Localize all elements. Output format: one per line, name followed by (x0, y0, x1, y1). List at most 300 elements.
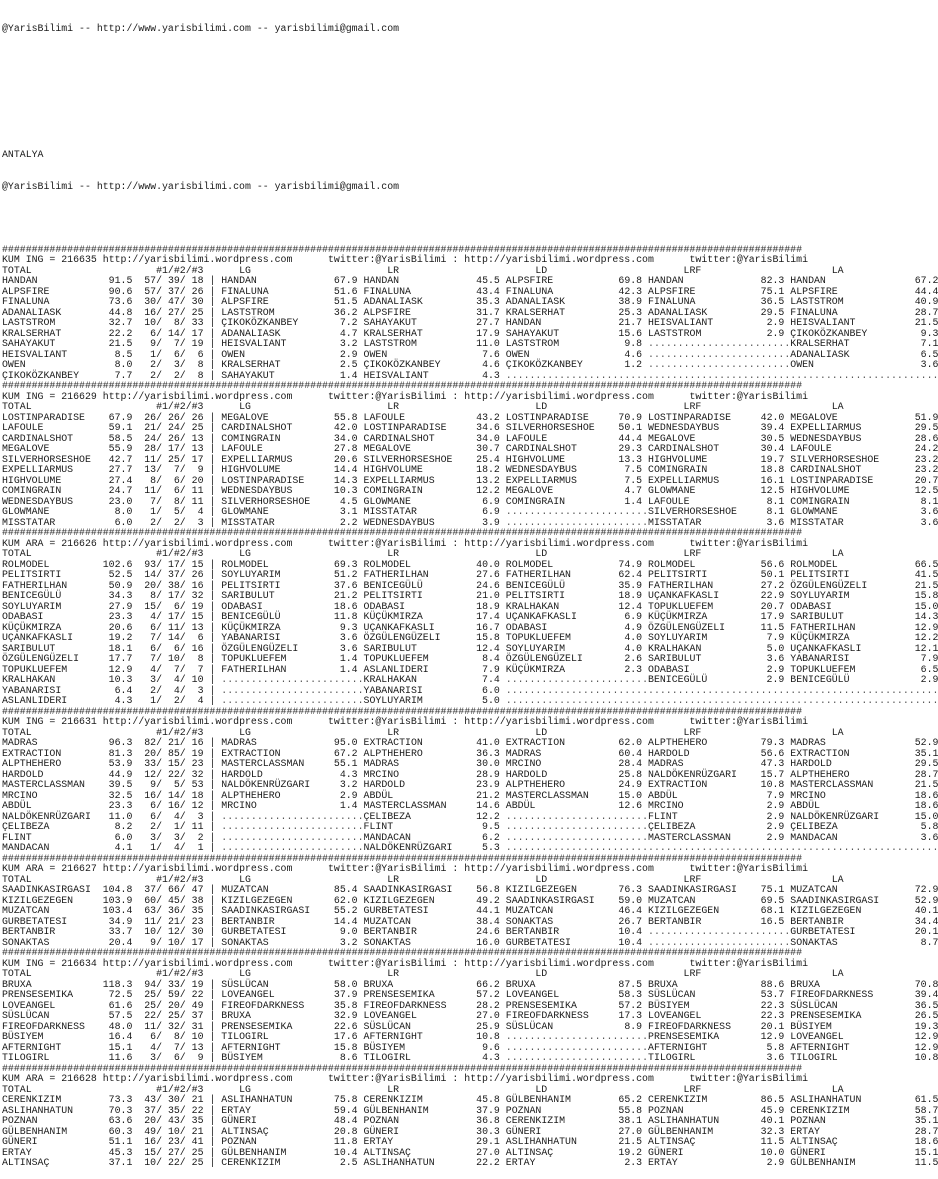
lrf-horse: EXTRACTION (648, 779, 755, 790)
column-divider: | (203, 684, 222, 696)
column-divider: | (203, 569, 222, 580)
la-score: 20.1 (896, 926, 938, 937)
lrf-horse: ALPTHEHERO (648, 737, 755, 748)
lr-horse: ÖZGÜLENGÜZELI (363, 632, 471, 643)
ld-horse: BRUXA (505, 978, 613, 990)
place-counts: 57/ 37/ 26 (144, 285, 204, 297)
spacer (204, 968, 240, 979)
counts-header: #1/#2/#3 (156, 548, 204, 559)
place-counts: 26/ 26/ 26 (144, 411, 204, 423)
lr-horse: NALDÖKENRÜZGARI (363, 842, 471, 853)
column-divider: | (203, 905, 222, 916)
site-link: http://yarisbilimi.wordpress.com (464, 390, 654, 402)
ld-score: 69.8 (612, 275, 643, 286)
lrf-score: 47.3 (754, 758, 785, 769)
lr-score: 12.2 (470, 810, 500, 822)
column-divider: | (203, 474, 222, 486)
lr-horse: BERTANBIR (363, 926, 471, 937)
column-divider: | (203, 1031, 222, 1042)
column-divider: | (203, 485, 222, 496)
empty-slot: ........................ (505, 1041, 649, 1053)
total-score: 11.6 (102, 1052, 133, 1063)
la-score: 24.2 (896, 443, 938, 454)
la-horse: HARDOLD (790, 758, 897, 769)
empty-slot: ........................ (221, 695, 364, 706)
ld-score: 28.4 (612, 758, 643, 769)
place-counts: 6/ 16/ 12 (144, 800, 204, 811)
ld-score: 1.2 (612, 359, 643, 370)
lr-score: 16.0 (470, 936, 500, 948)
lg-score: 36.2 (327, 306, 358, 318)
spacer (204, 1084, 240, 1095)
total-score: 104.8 (102, 884, 133, 895)
spacer (132, 317, 144, 328)
la-score: 66.5 (896, 558, 938, 570)
lg-score: 51.6 (327, 285, 358, 297)
column-divider: | (203, 443, 222, 454)
spacer (654, 391, 690, 402)
lg-score: 3.2 (327, 779, 358, 790)
horse-name: HANDAN (2, 275, 103, 286)
lg-score: 20.6 (327, 453, 358, 465)
lg-horse: HARDOLD (221, 768, 328, 780)
ld-horse: HANDAN (505, 317, 613, 328)
spacer (132, 422, 144, 433)
lr-score: 24.6 (470, 579, 500, 591)
contact-line: @YarisBilimi -- http://www.yarisbilimi.com -- yarisbilimi@gmail.com (2, 23, 400, 34)
spacer (132, 1042, 144, 1053)
column-divider: | (203, 642, 222, 654)
spacer (132, 1115, 144, 1126)
empty-slot: ........................ (648, 936, 791, 948)
ld-score: 15.6 (612, 327, 643, 339)
column-divider: | (203, 1136, 222, 1147)
horse-name: LASTSTROM (2, 317, 103, 328)
horse-name: WEDNESDAYBUS (2, 495, 103, 507)
total-score: 91.5 (102, 275, 133, 286)
total-score: 103.4 (102, 905, 133, 916)
total-score: 53.9 (102, 758, 133, 769)
lr-horse: TOPUKLUEFEM (363, 653, 471, 664)
column-divider: | (203, 695, 222, 706)
la-score: 12.9 (896, 1041, 938, 1053)
lg-score: 8.6 (327, 1052, 358, 1063)
total-score: 22.2 (102, 327, 133, 339)
place-counts: 9/ 5/ 53 (144, 779, 204, 790)
column-divider: | (203, 506, 222, 517)
column-divider: | (203, 747, 222, 759)
race-title: KUM ING = 216634 (2, 957, 97, 969)
la-horse: LOVEANGEL (790, 1031, 897, 1042)
place-counts: 2/ 2/ 8 (144, 369, 204, 381)
total-score: 20.4 (102, 936, 133, 948)
lr-score: 8.4 (470, 653, 500, 664)
lr-horse: CARDINALSHOT (363, 432, 471, 444)
la-header: LA (831, 1083, 844, 1095)
lr-score: 56.8 (470, 884, 500, 895)
column-divider: | (203, 306, 222, 318)
lr-horse: SAHAYAKUT (363, 317, 471, 328)
total-score: 50.9 (102, 579, 133, 591)
lg-score: 51.2 (327, 569, 358, 580)
ld-score: 35.9 (612, 579, 643, 591)
place-counts: 1/ 6/ 6 (144, 348, 204, 360)
la-score: 3.6 (896, 506, 938, 517)
lg-horse: TOPUKLUEFEM (221, 653, 328, 664)
la-horse: HIGHVOLUME (790, 485, 897, 496)
place-counts: 9/ 7/ 19 (144, 338, 204, 349)
lr-score: 18.2 (470, 464, 500, 475)
empty-slot: ........................ (221, 842, 364, 853)
spacer (132, 779, 144, 790)
total-score: 103.9 (102, 894, 133, 906)
empty-slot: ........................ (648, 926, 791, 937)
lr-horse: ALPSFIRE (363, 306, 471, 318)
la-horse: BRUXA (790, 978, 897, 990)
lg-horse: GURBETATESI (221, 926, 328, 937)
horse-name: AFTERNIGHT (2, 1041, 103, 1053)
lrf-horse: GÜNERI (648, 1146, 755, 1158)
lr-score: 25.9 (470, 1020, 500, 1032)
column-divider: | (203, 621, 222, 633)
total-score: 90.6 (102, 285, 133, 297)
total-score: 23.3 (102, 800, 133, 811)
la-horse: LAFOULE (790, 443, 897, 454)
total-score: 32.5 (102, 789, 133, 801)
la-score: 10.8 (896, 1052, 938, 1063)
la-score: 58.7 (896, 1104, 938, 1116)
la-horse: BÜSIYEM (790, 1020, 897, 1032)
lrf-horse: ABDÜL (648, 789, 755, 801)
lg-score: 9.3 (327, 621, 358, 633)
lr-score: 57.2 (470, 989, 500, 1000)
empty-slot: ........................ (505, 821, 649, 832)
spacer (292, 254, 328, 265)
horse-name: ÇIKOKÖZKANBEY (2, 369, 103, 381)
lg-score: 3.2 (327, 936, 358, 948)
separator-line: ####################################################################################################################################### (2, 1062, 803, 1074)
lr-horse: LASTSTROM (363, 338, 471, 349)
spacer (132, 748, 144, 759)
lrf-score: 30.5 (754, 432, 785, 444)
spacer (292, 538, 328, 549)
la-horse: SILVERHORSESHOE (790, 453, 897, 465)
horse-name: ASLIHANHATUN (2, 1104, 103, 1116)
lrf-score: 8.1 (754, 495, 785, 507)
counts-header: #1/#2/#3 (156, 401, 204, 412)
place-counts: 14/ 37/ 26 (144, 569, 204, 580)
ld-score: 25.3 (612, 306, 643, 318)
place-counts: 4/ 7/ 7 (144, 663, 204, 675)
empty-slot: ........................ (505, 1052, 649, 1063)
total-score: 8.2 (102, 821, 133, 832)
lr-horse: PRENSESEMIKA (363, 989, 471, 1000)
lrf-horse: LOSTINPARADISE (648, 411, 755, 423)
horse-name: FINALUNA (2, 296, 103, 307)
lrf-horse: SOYLUYARIM (648, 632, 755, 643)
la-score: 9.3 (896, 327, 938, 339)
lr-score: 44.1 (470, 905, 500, 916)
la-horse: MUZATCAN (790, 884, 897, 895)
lr-score: 10.8 (470, 1031, 500, 1042)
place-counts: 15/ 6/ 19 (144, 600, 204, 612)
la-horse: BENICEGÜLÜ (790, 674, 897, 685)
ld-score: 12.6 (612, 800, 643, 811)
lr-horse: KRALSERHAT (363, 327, 471, 339)
lrf-score: 12.9 (754, 1031, 785, 1042)
la-score: 40.1 (896, 905, 938, 916)
ld-horse: MUZATCAN (505, 905, 613, 916)
la-horse: GURBETATESI (790, 926, 897, 937)
lr-horse: ASLANLIDERI (363, 663, 471, 675)
column-divider: | (203, 327, 222, 339)
lg-header: LG (239, 548, 388, 559)
lg-horse: EXTRACTION (221, 747, 328, 759)
ld-header: LD (535, 264, 684, 276)
total-score: 15.1 (102, 1041, 133, 1053)
total-score: 102.6 (102, 558, 133, 570)
place-counts: 93/ 17/ 15 (144, 558, 204, 570)
place-counts: 7/ 10/ 8 (144, 653, 204, 664)
total-score: 57.5 (102, 1010, 133, 1021)
column-divider: | (203, 464, 222, 475)
total-header: TOTAL (2, 401, 157, 412)
place-counts: 20/ 43/ 35 (144, 1115, 204, 1126)
lr-score: 38.4 (470, 915, 500, 927)
horse-name: ADANALIASK (2, 306, 103, 318)
la-horse: MASTERCLASSMAN (790, 779, 897, 790)
blank-line (2, 119, 817, 130)
spacer (132, 496, 144, 507)
lg-horse: HIGHVOLUME (221, 464, 328, 475)
lg-horse: MUZATCAN (221, 884, 328, 895)
ld-header: LD (535, 726, 684, 738)
lr-horse: LOVEANGEL (363, 1010, 471, 1021)
lg-horse: SÜSLÜCAN (221, 978, 328, 990)
lg-score: 14.3 (327, 474, 358, 486)
lg-horse: SOYLUYARIM (221, 569, 328, 580)
ld-score: 62.4 (612, 569, 643, 580)
lr-score: 22.2 (470, 1157, 500, 1168)
twitter-handle: twitter:@YarisBilimi (327, 537, 447, 549)
lr-horse: ODABASI (363, 600, 471, 612)
lrf-horse: MEGALOVE (648, 432, 755, 444)
lg-score: 58.0 (327, 978, 358, 990)
la-header: LA (831, 401, 844, 412)
empty-slot: ........................ (221, 821, 364, 832)
column-divider: | (203, 422, 222, 433)
la-horse: ALPSFIRE (790, 285, 897, 297)
la-horse: ROLMODEL (790, 558, 897, 570)
lr-score: 43.4 (470, 285, 500, 297)
ld-horse: LASTSTROM (505, 338, 613, 349)
total-score: 67.9 (102, 411, 133, 423)
place-counts: 6/ 14/ 17 (144, 327, 204, 339)
la-horse: UÇANKAFKASLI (790, 642, 897, 654)
la-score: 8.1 (896, 495, 938, 507)
column-divider: | (203, 285, 222, 297)
lg-score: 67.2 (327, 747, 358, 759)
la-horse: ASLIHANHATUN (790, 1094, 897, 1105)
race-title: KUM ARA = 216626 (2, 537, 97, 549)
site-link: http://yarisbilimi.wordpress.com (102, 716, 293, 727)
total-header: TOTAL (2, 264, 157, 276)
lg-score: 7.2 (327, 317, 358, 328)
la-horse: ERTAY (790, 1125, 897, 1137)
lrf-horse: KIZILGEZEGEN (648, 905, 755, 916)
lg-horse: YABANARISI (221, 632, 328, 643)
lg-horse: ALTINSAÇ (221, 1125, 328, 1137)
lr-score: 43.2 (470, 411, 500, 423)
ld-horse: ABDÜL (505, 800, 613, 811)
total-header: TOTAL (2, 873, 157, 885)
lg-header: LG (239, 264, 388, 276)
race-title: KUM ARA = 216628 (2, 1073, 97, 1084)
spacer (132, 1094, 144, 1105)
la-score: 3.6 (896, 831, 938, 843)
horse-name: ERTAY (2, 1146, 103, 1158)
total-score: 34.3 (102, 590, 133, 601)
lrf-score: 75.1 (754, 884, 785, 895)
lg-horse: PRENSESEMIKA (221, 1020, 328, 1032)
ld-score: 70.9 (612, 411, 643, 423)
spacer (132, 1147, 144, 1158)
lrf-horse: FATHERILHAN (648, 579, 755, 591)
ld-horse: CERENKIZIM (505, 1115, 613, 1126)
total-score: 96.3 (102, 737, 133, 748)
ld-horse: LOVEANGEL (505, 989, 613, 1000)
empty-slot: ........................ (505, 842, 649, 853)
spacer (132, 1157, 144, 1168)
lr-horse: SOYLUYARIM (363, 695, 471, 706)
horse-name: EXPELLIARMUS (2, 464, 103, 475)
place-counts: 60/ 45/ 38 (144, 894, 204, 906)
lg-score: 9.0 (327, 926, 358, 937)
la-horse: GLOWMANE (790, 506, 897, 517)
la-score: 19.3 (896, 1020, 938, 1032)
total-score: 118.3 (102, 978, 133, 990)
lrf-horse: COMINGRAIN (648, 464, 755, 475)
la-horse: PELITSIRTI (790, 569, 897, 580)
total-header: TOTAL (2, 1083, 157, 1095)
lr-header: LR (387, 401, 536, 412)
column-divider: | (203, 1115, 222, 1126)
horse-name: SAHAYAKUT (2, 338, 103, 349)
lr-score: 29.1 (470, 1136, 500, 1147)
column-divider: | (203, 296, 222, 307)
total-score: 27.9 (102, 600, 133, 612)
ld-horse: PRENSESEMIKA (505, 999, 613, 1011)
la-horse: MANDACAN (790, 831, 897, 843)
lr-horse: BENICEGÜLÜ (363, 579, 471, 591)
counts-header: #1/#2/#3 (156, 968, 204, 979)
spacer (132, 811, 144, 822)
spacer (132, 622, 144, 633)
la-score: 12.9 (896, 621, 938, 633)
la-horse: HANDAN (790, 275, 897, 286)
spacer (292, 716, 328, 727)
total-score: 45.3 (102, 1146, 133, 1158)
spacer (292, 391, 328, 402)
site-link: http://yarisbilimi.wordpress.com (464, 716, 654, 727)
lr-horse: KRALHAKAN (363, 674, 471, 685)
column-divider: | (203, 831, 222, 843)
place-counts: 49/ 10/ 21 (144, 1125, 204, 1137)
lrf-score: 3.6 (754, 516, 785, 528)
lg-horse: GÜLBENHANIM (221, 1146, 328, 1158)
lr-horse: HANDAN (363, 275, 471, 286)
lg-score: 3.6 (327, 642, 358, 654)
ld-horse: ADANALIASK (505, 296, 613, 307)
lr-score: 18.9 (470, 600, 500, 612)
total-score: 73.3 (102, 1094, 133, 1105)
lr-score: 27.7 (470, 317, 500, 328)
lg-horse: LOSTINPARADISE (221, 474, 328, 486)
lrf-score: 12.5 (754, 485, 785, 496)
la-score: 61.5 (896, 1094, 938, 1105)
lr-score: 4.6 (470, 359, 500, 370)
ld-horse: WEDNESDAYBUS (505, 464, 613, 475)
lr-score: 3.9 (470, 516, 500, 528)
lrf-header: LRF (683, 873, 832, 885)
lg-horse: LOVEANGEL (221, 989, 328, 1000)
lrf-score: 20.1 (754, 1020, 785, 1032)
ld-header: LD (535, 1083, 684, 1095)
la-score: 41.5 (896, 569, 938, 580)
table-row (2, 842, 938, 854)
place-counts: 8/ 17/ 32 (144, 590, 204, 601)
column-divider: | (203, 1125, 222, 1137)
column-divider: | (203, 611, 222, 622)
table-row (2, 695, 938, 707)
spacer (132, 580, 144, 591)
ld-score: 4.6 (612, 348, 643, 360)
lr-score: 12.2 (470, 485, 500, 496)
lg-header: LG (239, 968, 388, 979)
lr-horse: LAFOULE (363, 411, 471, 423)
la-horse: FIREOFDARKNESS (790, 989, 897, 1000)
spacer (132, 1136, 144, 1147)
lrf-horse: HARDOLD (648, 747, 755, 759)
horse-name: HEISVALIANT (2, 348, 103, 360)
la-score: 35.1 (896, 747, 938, 759)
lr-score: 7.9 (470, 663, 500, 675)
ld-header: LD (535, 401, 684, 412)
empty-slot: ........................ (505, 1031, 649, 1042)
spacer (132, 569, 144, 580)
la-horse: LOSTINPARADISE (790, 474, 897, 486)
empty-slot: ........................ (505, 516, 649, 528)
lrf-score: 50.1 (754, 569, 785, 580)
site-link: http://yarisbilimi.wordpress.com (464, 537, 654, 549)
lrf-horse: MRCINO (648, 800, 755, 811)
lr-horse: MASTERCLASSMAN (363, 800, 471, 811)
lg-score: 10.4 (327, 1146, 358, 1158)
la-score: 18.6 (896, 789, 938, 801)
lrf-horse: MISSTATAR (648, 516, 755, 528)
column-divider: | (203, 674, 222, 685)
spacer (132, 926, 144, 937)
spacer (132, 832, 144, 843)
total-score: 33.7 (102, 926, 133, 937)
lr-score: 36.8 (470, 1115, 500, 1126)
la-score: 21.5 (896, 579, 938, 591)
spacer (132, 1031, 144, 1042)
la-horse: ALPTHEHERO (790, 768, 897, 780)
lg-score: 1.4 (327, 800, 358, 811)
separator-line: ####################################################################################################################################### (2, 947, 803, 958)
horse-name: COMINGRAIN (2, 485, 103, 496)
